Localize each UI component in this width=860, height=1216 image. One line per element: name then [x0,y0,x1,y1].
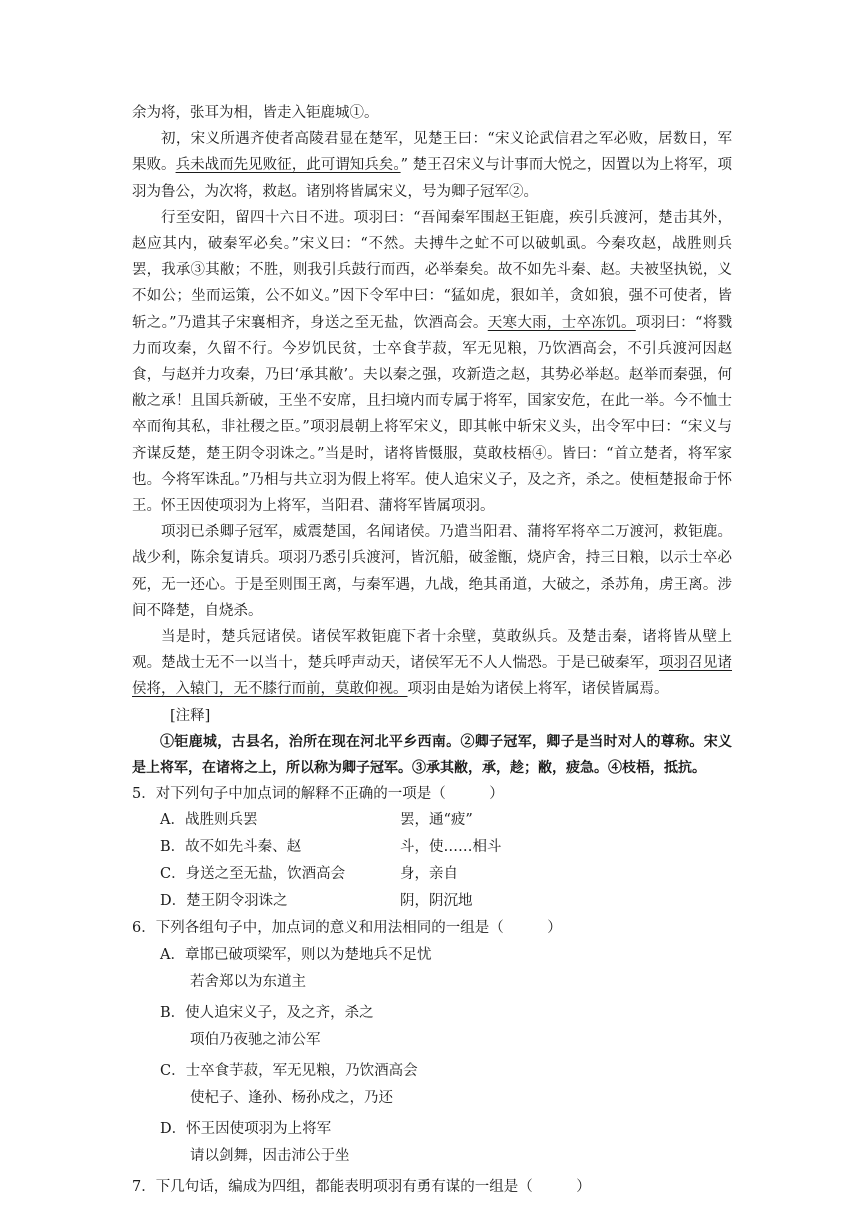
passage-text: ” 楚王召宋义与计事而大悦之，因置以为上将军，项羽为鲁公，为次将，救赵。诸别将皆属宋义，号为卿子冠军②。 [132,157,732,200]
option-sentence: B．故不如先斗秦、赵 [160,839,302,856]
passage-paragraph-1 [132,126,732,205]
document-page [132,100,732,1200]
passage-text: 项羽曰：“将戮力而攻秦，久留不行。今岁饥民贫，士卒食芋菽，军无见粮，乃饮酒高会，不引兵渡河因赵食，与赵并力攻秦，乃曰‘承其敝’。夫以秦之强，攻新造之赵，其势必举赵。赵举而秦强，何敝之承！且国兵新破，王坐不安席，且扫境内而专属于将军，国家安危，在此一举。今不恤士卒而徇其私，非社稷之臣。”项羽晨朝上将军宋义，即其帐中斩宋义头，出令军中曰：“宋义与齐谋反楚，楚王阴令羽诛之。”当是时，诸将皆慑服，莫敢枝梧④。皆曰：“首立楚者，将军家也。今将军诛乱。”乃相与共立羽为假上将军。使人追宋义子，及之齐，杀之。使桓楚报命于怀王。怀王因使项羽为上将军，当阳君、蒲将军皆属项羽。 [132,314,732,515]
q6-group-a [132,942,732,997]
passage-text: 项羽由是始为诸侯上将军，诸侯皆属焉。 [407,681,669,698]
q5-option-d [132,888,732,915]
q6-group-c [132,1058,732,1113]
passage-text: 行至安阳，留四十六日不进。项羽曰：“吾闻秦军围赵王钜鹿，疾引兵渡河，楚击其外，赵应其内，破秦军必矣。”宋义曰：“不然。夫搏牛之虻不可以破虮虱。今秦攻赵，战胜则兵罢，我承③其敝；不胜，则我引兵鼓行而西，必举秦矣。故不如先斗秦、赵。夫被坚执锐，义不如公；坐而运策，公不如义。”因下令军中曰：“猛如虎，狠如羊，贪如狼，强不可使者，皆斩之。”乃遣其子宋襄相齐，身送之至无盐，饮酒高会。 [132,209,732,331]
q5-option-a [132,807,732,834]
underlined-sentence: 天寒大雨，士卒冻饥。 [487,314,636,331]
q6-option-line: 若舍郑以为东道主 [190,974,306,991]
q5-option-b [132,834,732,861]
underlined-sentence: 项羽召见诸侯将，入辕门，无不膝行而前，莫敢仰视。 [132,655,733,698]
q5-option-c [132,861,732,888]
notes-title: [注释] [170,707,211,724]
passage-paragraph-3: 项羽已杀卿子冠军，威震楚国，名闻诸侯。乃遣当阳君、蒲将军将卒二万渡河，救钜鹿。战少利，陈余复请兵。项羽乃悉引兵渡河，皆沉船，破釜甑，烧庐舍，持三日粮，以示士卒必死，无一还心。于是至则围王离，与秦军遇，九战，绝其甬道，大破之，杀苏角，虏王离。涉间不降楚，自烧杀。 [132,524,732,619]
passage-text: 当是时，楚兵冠诸侯。诸侯军救钜鹿下者十余壁，莫敢纵兵。及楚击秦，诸将皆从壁上观。楚战士无不一以当十，楚兵呼声动天，诸侯军无不人人惴恐。于是已破秦军， [132,629,732,672]
q6-option-line: B．使人追宋义子，及之齐，杀之 [160,1004,374,1021]
question-7-stem: 7．下几句话，编成为四组，都能表明项羽有勇有谋的一组是（ ） [132,1178,591,1195]
passage-line-0: 余为将，张耳为相，皆走入钜鹿城①。 [132,105,379,121]
q6-option-line: D．怀王因使项羽为上将军 [160,1120,332,1137]
q6-option-line: 请以剑舞，因击沛公于坐 [190,1148,350,1165]
notes-text: ①钜鹿城，古县名，治所在现在河北平乡西南。②卿子冠军，卿子是当时对人的尊称。宋义是上将军，在诸将之上，所以称为卿子冠军。③承其敝，承，趁；敝，疲急。④枝梧，抵抗。 [132,733,732,777]
option-explanation: 斗，使……相斗 [400,839,502,856]
option-sentence: C．身送之至无盐，饮酒高会 [160,866,346,883]
q6-group-d [132,1116,732,1171]
q6-group-b [132,1000,732,1055]
passage-paragraph-4 [132,624,732,703]
q6-option-line: 使杞子、逢孙、杨孙戍之，乃还 [190,1090,393,1107]
option-sentence: D．楚王阴令羽诛之 [160,893,288,910]
question-5-stem: 5．对下列句子中加点词的解释不正确的一项是（ ） [132,786,504,803]
passage-text: 初，宋义所遇齐使者高陵君显在楚军，见楚王曰：“宋义论武信君之军必败，居数日，军果败。 [132,131,732,174]
question-6-stem: 6．下列各组句子中，加点词的意义和用法相同的一组是（ ） [132,920,562,937]
option-explanation: 阴，阴沉地 [400,893,473,910]
q6-option-line: C．士卒食芋菽，军无见粮，乃饮酒高会 [160,1062,418,1079]
q6-option-line: 项伯乃夜驰之沛公军 [190,1032,321,1049]
passage-paragraph-2 [132,205,732,519]
option-sentence: A．战胜则兵罢 [160,812,258,829]
option-explanation: 罢，通“疲” [400,812,473,829]
underlined-sentence: 兵未战而先见败征，此可谓知兵矣。 [175,157,401,174]
option-explanation: 身，亲自 [400,866,458,883]
q6-option-line: A．章邯已破项梁军，则以为楚地兵不足忧 [160,946,432,963]
